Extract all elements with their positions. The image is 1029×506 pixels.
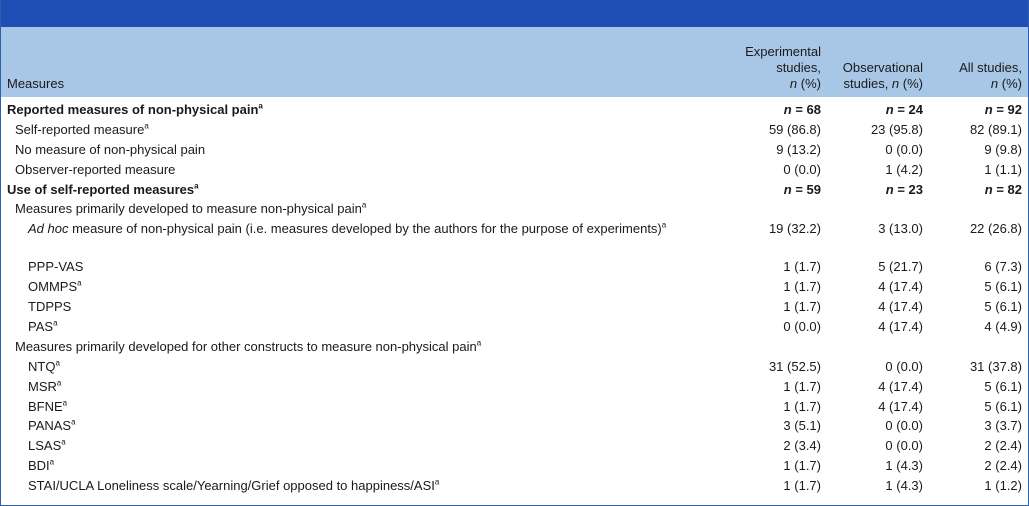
cell-observational: 1 (4.3) <box>885 458 923 474</box>
table-row <box>1 357 1028 377</box>
footnote-marker: a <box>258 101 263 111</box>
footnote-marker: a <box>194 181 199 191</box>
cell-experimental: n = 68 <box>783 102 821 117</box>
table-row <box>1 219 1028 257</box>
table-top-bar <box>1 0 1028 27</box>
footnote-marker: a <box>71 418 76 428</box>
cell-observational: 1 (4.2) <box>885 161 923 177</box>
cell-experimental: n = 59 <box>783 181 821 197</box>
cell-experimental: 1 (1.7) <box>783 478 821 494</box>
footnote-marker: a <box>361 201 367 211</box>
row-label: Observer-reported measure <box>15 161 176 177</box>
cell-experimental: 1 (1.7) <box>783 378 821 394</box>
header-experimental: Experimental studies, n (%) <box>745 44 821 91</box>
cell-all-studies: 31 (37.8) <box>969 358 1022 374</box>
cell-all-studies: n = 92 <box>984 102 1022 117</box>
table-header <box>1 27 1028 97</box>
table-row <box>1 337 1028 357</box>
row-label: TDPPS <box>28 299 72 315</box>
cell-experimental: 2 (3.4) <box>783 438 821 454</box>
footnote-marker: a <box>49 457 55 467</box>
row-label: PANAS$^a$ <box>28 418 76 434</box>
cell-all-studies: 5 (6.1) <box>984 398 1022 414</box>
row-label: OMMPS$^a$ <box>28 278 82 295</box>
cell-observational: 1 (4.3) <box>885 478 923 494</box>
table-row <box>1 397 1028 417</box>
row-label: Use of self-reported measures$^a$ <box>7 181 199 197</box>
footnote-marker: a <box>53 318 58 328</box>
footnote-marker: a <box>55 358 60 368</box>
table-row <box>1 476 1028 496</box>
footnote-marker: a <box>62 398 68 408</box>
row-label: PPP-VAS <box>28 259 84 275</box>
row-label: NTQ$^a$ <box>28 358 60 374</box>
cell-observational: 0 (0.0) <box>885 418 923 434</box>
table-row <box>1 436 1028 456</box>
cell-all-studies: 1 (1.2) <box>984 478 1022 494</box>
cell-all-studies: 1 (1.1) <box>984 161 1022 177</box>
footnote-marker: a <box>144 121 149 131</box>
footnote-marker: a <box>476 338 482 348</box>
row-label: LSAS$^a$ <box>28 438 66 454</box>
row-label: Reported measures of non-physical pain$^a$ <box>7 101 263 117</box>
cell-all-studies: n = 82 <box>984 181 1022 197</box>
header-all-studies: All studies, n (%) <box>959 60 1022 91</box>
table-row <box>1 456 1028 476</box>
table-row <box>1 199 1028 219</box>
row-label: No measure of non-physical pain <box>15 141 206 157</box>
row-label: BFNE$^a$ <box>28 398 68 414</box>
row-label: MSR$^a$ <box>28 378 62 394</box>
header-observational: Observational studies, n (%) <box>842 60 923 91</box>
cell-observational: 4 (17.4) <box>878 378 923 394</box>
footnote-marker: a <box>61 438 66 448</box>
table-row <box>1 257 1028 277</box>
cell-experimental: 0 (0.0) <box>783 161 821 177</box>
table-row <box>1 297 1028 317</box>
cell-experimental: 1 (1.7) <box>783 279 821 295</box>
cell-observational: 5 (21.7) <box>878 259 923 275</box>
cell-experimental: 1 (1.7) <box>783 259 821 275</box>
cell-experimental: 19 (32.2) <box>768 221 821 237</box>
cell-all-studies: 5 (6.1) <box>984 378 1022 394</box>
table-row <box>1 317 1028 337</box>
cell-all-studies: 5 (6.1) <box>984 279 1022 295</box>
cell-observational: n = 24 <box>885 102 923 117</box>
cell-observational: 4 (17.4) <box>878 319 923 335</box>
footnote-marker: a <box>661 221 667 231</box>
table-row <box>1 140 1028 160</box>
row-label: STAI/UCLA Loneliness scale/Yearning/Grief opposed to happiness/ASI$^a$ <box>28 477 440 494</box>
cell-observational: n = 23 <box>885 181 923 197</box>
cell-all-studies: 5 (6.1) <box>984 299 1022 315</box>
table-row <box>1 377 1028 397</box>
cell-observational: 4 (17.4) <box>878 299 923 315</box>
footnote-marker: a <box>434 477 440 487</box>
table-row <box>1 180 1028 200</box>
table-row <box>1 160 1028 180</box>
cell-all-studies: 2 (2.4) <box>984 458 1022 474</box>
row-label: Measures primarily developed to measure non-physical pain$^a$ <box>15 201 367 217</box>
cell-experimental: 31 (52.5) <box>768 358 821 374</box>
row-label: PAS$^a$ <box>28 318 58 335</box>
table-row <box>1 416 1028 436</box>
cell-experimental: 1 (1.7) <box>783 398 821 414</box>
cell-observational: 23 (95.8) <box>870 121 923 137</box>
cell-all-studies: 6 (7.3) <box>984 259 1022 275</box>
footnote-marker: a <box>56 378 62 388</box>
table-row <box>1 100 1028 120</box>
header-measures: Measures <box>7 76 65 91</box>
row-label: BDI$^a$ <box>28 457 55 474</box>
cell-observational: 3 (13.0) <box>878 221 923 237</box>
cell-observational: 0 (0.0) <box>885 358 923 374</box>
cell-all-studies: 3 (3.7) <box>984 418 1022 434</box>
table-row <box>1 277 1028 297</box>
cell-experimental: 1 (1.7) <box>783 299 821 315</box>
cell-observational: 4 (17.4) <box>878 398 923 414</box>
cell-experimental: 0 (0.0) <box>783 319 821 335</box>
cell-all-studies: 4 (4.9) <box>984 319 1022 335</box>
cell-all-studies: 82 (89.1) <box>969 121 1022 137</box>
cell-experimental: 3 (5.1) <box>783 418 821 434</box>
cell-experimental: 59 (86.8) <box>768 121 821 137</box>
footnote-marker: a <box>77 278 82 288</box>
cell-experimental: 9 (13.2) <box>776 141 821 157</box>
cell-observational: 0 (0.0) <box>885 141 923 157</box>
cell-observational: 0 (0.0) <box>885 438 923 454</box>
table-row <box>1 120 1028 140</box>
row-label: Self-reported measure$^a$ <box>15 121 149 137</box>
cell-experimental: 1 (1.7) <box>783 458 821 474</box>
row-label: Ad hoc measure of non-physical pain (i.e. measures developed by the authors for the purpose of experiments)$^a$ <box>28 221 667 237</box>
cell-observational: 4 (17.4) <box>878 279 923 295</box>
cell-all-studies: 22 (26.8) <box>969 221 1022 237</box>
table-body <box>1 97 1028 496</box>
cell-all-studies: 9 (9.8) <box>984 141 1022 157</box>
cell-all-studies: 2 (2.4) <box>984 438 1022 454</box>
row-label: Measures primarily developed for other constructs to measure non-physical pain$^a$ <box>15 338 482 354</box>
